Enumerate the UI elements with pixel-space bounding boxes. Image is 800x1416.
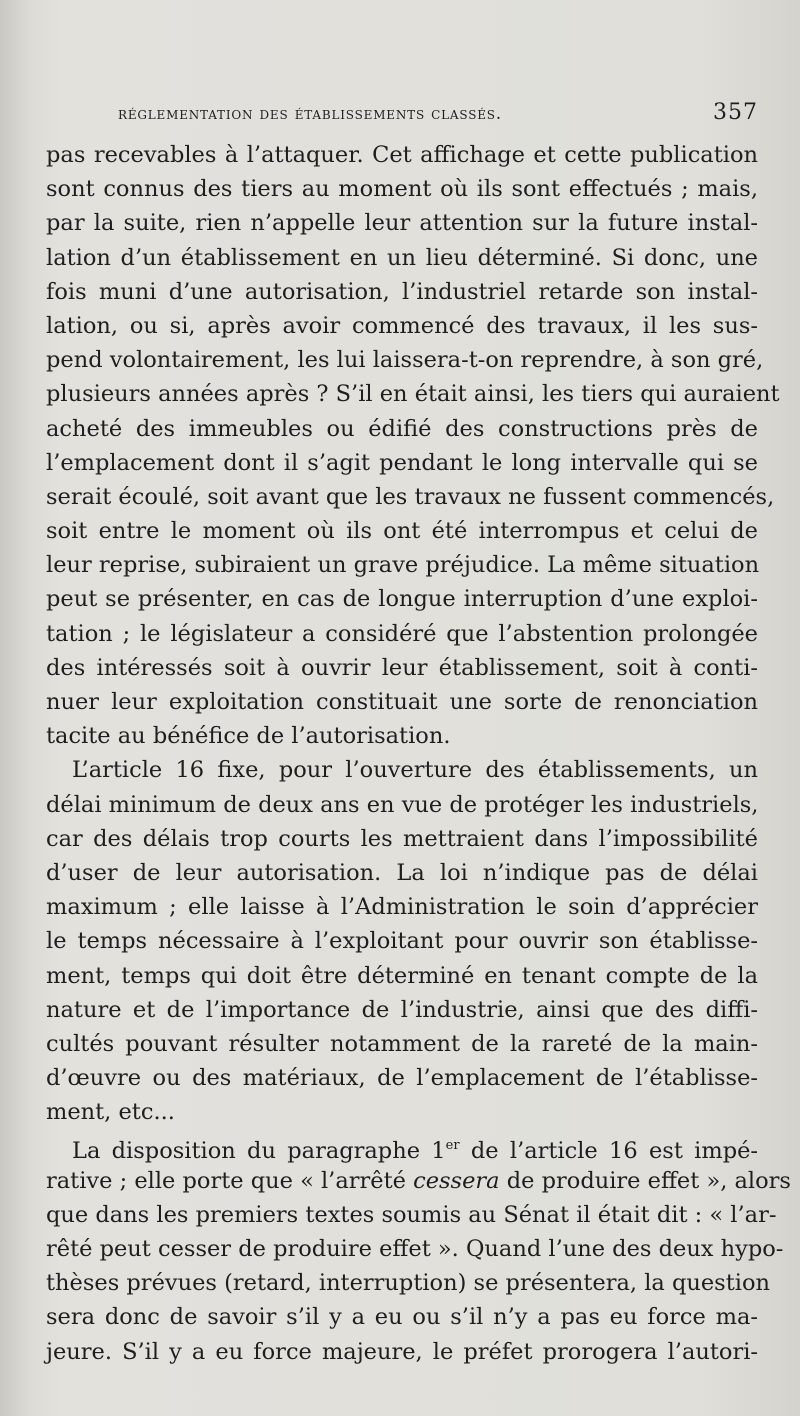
text-line: le temps nécessaire à l’exploitant pour ouvrir son établisse- [46,928,758,955]
text-line [46,1164,791,1198]
text-line: peut se présenter, en cas de longue interruption d’une exploi- [46,586,758,613]
text-line: par la suite, rien n’appelle leur attention sur la future instal- [46,210,758,237]
text-line: serait écoulé, soit avant que les travaux ne fussent commencés, [46,483,775,510]
paragraph-3 [46,1129,791,1368]
italic-text: cessera [413,1167,500,1194]
text-line: des intéressés soit à ouvrir leur établissement, soit à conti- [46,654,758,681]
text-line: délai minimum de deux ans en vue de protéger les industriels, [46,791,759,818]
text-line: lation, ou si, après avoir commencé des travaux, il les sus- [46,312,758,339]
text-span: de produire effet », alors [499,1167,791,1194]
text-span: de l’article 16 est impé- [459,1138,759,1165]
page-number: 357 [713,100,758,125]
text-span: La disposition du paragraphe 1 [72,1138,446,1165]
text-line: d’œuvre ou des matériaux, de l’emplacement de l’établisse- [46,1065,758,1092]
text-line: leur reprise, subiraient un grave préjudice. La même situation [46,552,760,579]
text-line: sont connus des tiers au moment où ils sont effectués ; mais, [46,176,758,203]
text-line: que dans les premiers textes soumis au Sénat il était dit : « l’ar- [46,1201,777,1228]
paragraphs-1-2 [46,138,780,1129]
text-line: nuer leur exploitation constituait une sorte de renonciation [46,689,758,715]
text-line: pas recevables à l’attaquer. Cet affichage et cette publication [46,142,758,168]
superscript: er [445,1138,460,1154]
text-line: thèses prévues (retard, interruption) se présentera, la question [46,1270,770,1297]
text-line: rêté peut cesser de produire effet ». Quand l’une des deux hypo- [46,1236,784,1262]
text-line: soit entre le moment où ils ont été interrompus et celui de [46,518,758,545]
text-line: jeure. S’il y a eu force majeure, le préfet prorogera l’autori- [46,1338,758,1365]
text-line: tation ; le législateur a considéré que l’abstention prolongée [46,620,758,647]
running-title: réglementation des établissements classés. [118,104,503,124]
text-line: l’emplacement dont il s’agit pendant le long intervalle qui se [46,449,758,476]
text-line: nature et de l’importance de l’industrie, ainsi que des diffi- [46,996,758,1023]
text-line: fois muni d’une autorisation, l’industriel retarde son instal- [46,278,758,305]
text-line: ment, etc... [46,1099,175,1126]
text-span: rative ; elle porte que « l’arrêté [46,1167,414,1194]
text-line [46,1129,758,1163]
text-line: ment, temps qui doit être déterminé en tenant compte de la [46,962,758,989]
text-line: L’article 16 fixe, pour l’ouverture des établissements, un [72,757,758,784]
text-line: plusieurs années après ? S’il en était ainsi, les tiers qui auraient [46,381,780,408]
text-line: cultés pouvant résulter notamment de la rareté de la main- [46,1030,758,1057]
text-line: maximum ; elle laisse à l’Administration le soin d’apprécier [46,894,758,921]
text-line: tacite au bénéfice de l’autorisation. [46,723,451,750]
text-line: pend volontairement, les lui laissera-t-on reprendre, à son gré, [46,347,764,374]
running-head [118,100,758,132]
text-line: car des délais trop courts les mettraient dans l’impossibilité [46,825,758,852]
text-line: sera donc de savoir s’il y a eu ou s’il n’y a pas eu force ma- [46,1304,758,1331]
text-line: acheté des immeubles ou édifié des constructions près de [46,415,758,442]
body-text [46,138,791,1369]
text-line: d’user de leur autorisation. La loi n’indique pas de délai [46,859,758,886]
text-line: lation d’un établissement en un lieu déterminé. Si donc, une [46,244,758,271]
